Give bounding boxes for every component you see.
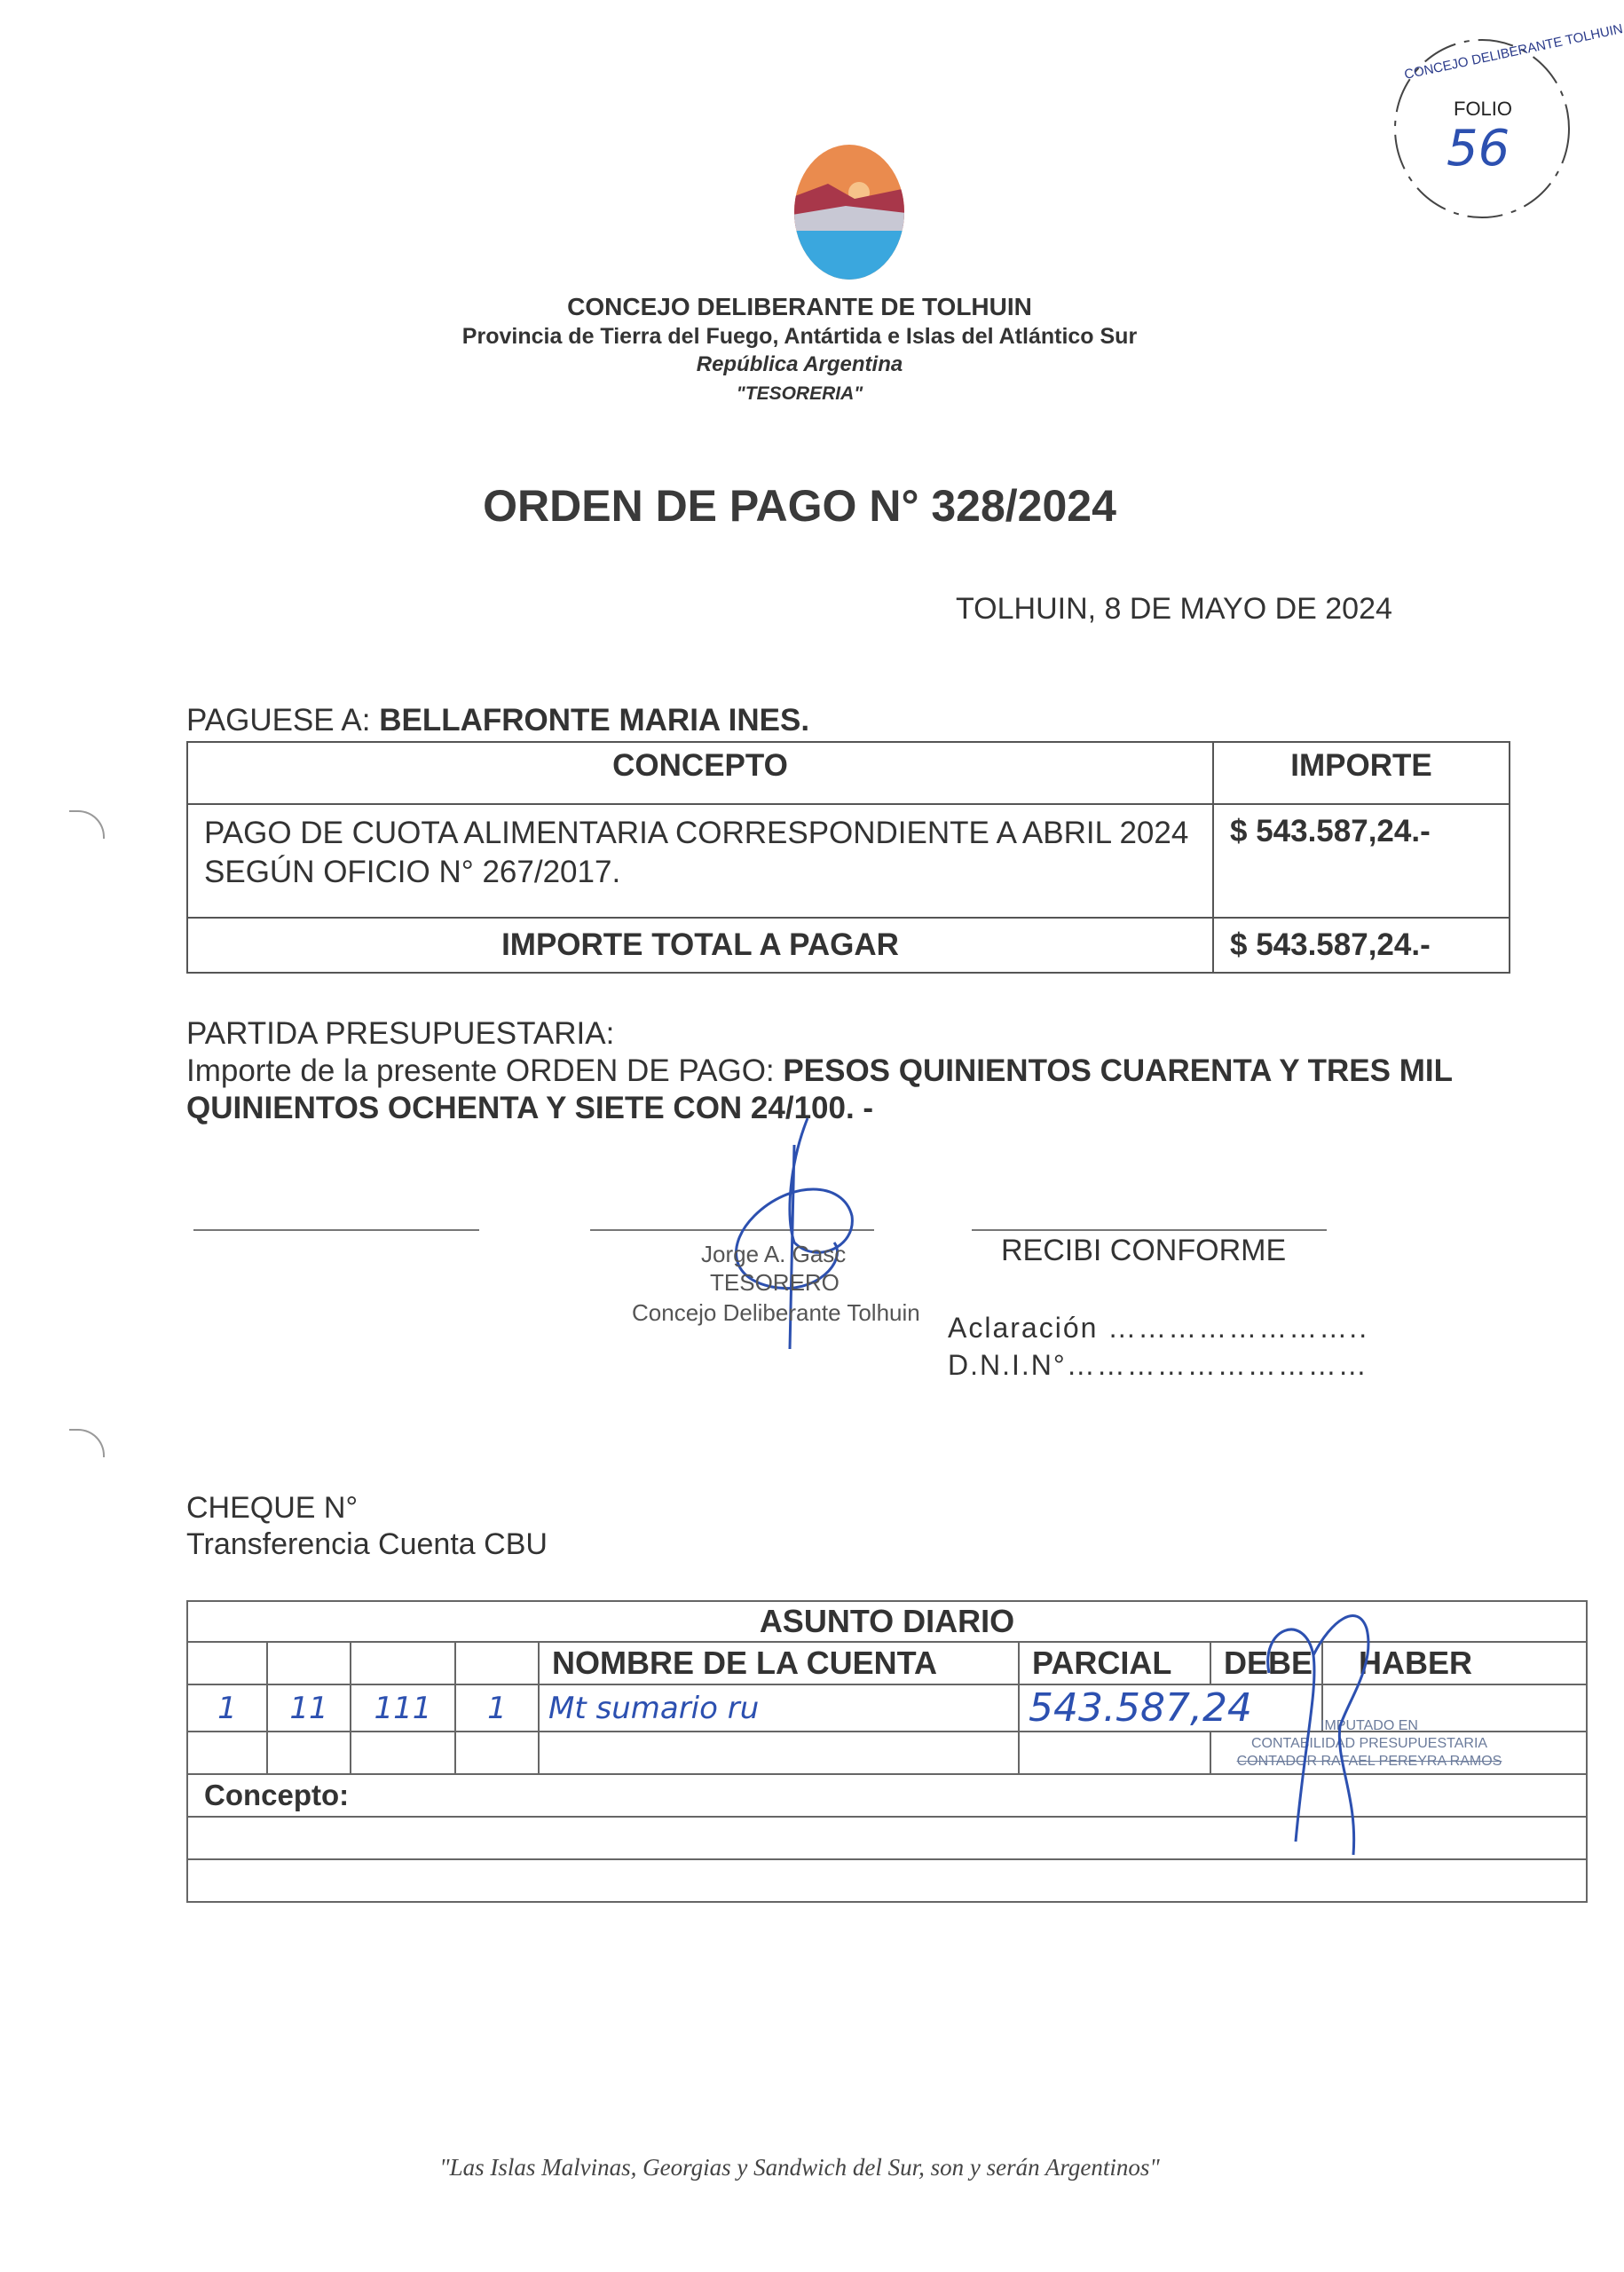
entry-col-4: 1 <box>455 1684 539 1732</box>
account-name-header: NOMBRE DE LA CUENTA <box>539 1642 1019 1684</box>
total-amount: $ 543.587,24.- <box>1213 918 1510 973</box>
institution-logo <box>792 144 906 281</box>
payee-line <box>186 703 809 738</box>
entry-col-3: 111 <box>351 1684 455 1732</box>
folio-label: FOLIO <box>1454 98 1513 120</box>
concepto-line <box>187 1859 1587 1902</box>
recibi-aclaracion: Aclaración …………………….. <box>948 1312 1369 1344</box>
treasurer-role: TESORERO <box>710 1269 840 1296</box>
document-date: TOLHUIN, 8 DE MAYO DE 2024 <box>956 592 1392 626</box>
empty-cell <box>539 1732 1019 1774</box>
empty-cell <box>187 1732 267 1774</box>
partida-importe-prefix: Importe de la presente ORDEN DE PAGO: <box>186 1053 775 1088</box>
entry-col-2: 11 <box>267 1684 351 1732</box>
partida-importe-words: PESOS QUINIENTOS CUARENTA Y TRES MIL QUINIENTOS OCHENTA Y SIETE CON 24/100. - <box>186 1053 1453 1125</box>
concepto-label: Concepto: <box>187 1774 1587 1817</box>
concept-header: CONCEPTO <box>187 742 1213 804</box>
accountant-signature-scribble <box>1251 1602 1384 1859</box>
payee-name: BELLAFRONTE MARIA INES. <box>379 703 810 738</box>
treasurer-org: Concejo Deliberante Tolhuin <box>632 1299 920 1326</box>
partida-label: PARTIDA PRESUPUESTARIA: <box>186 1016 615 1051</box>
punch-mark-1 <box>69 810 105 839</box>
total-label: IMPORTE TOTAL A PAGAR <box>187 918 1213 973</box>
asunto-title: ASUNTO DIARIO <box>187 1601 1587 1642</box>
entry-parcial: 543.587,24 <box>1019 1684 1322 1732</box>
amount-header: IMPORTE <box>1213 742 1510 804</box>
recibi-dni: D.N.I.N°………………………… <box>948 1349 1368 1381</box>
folio-stamp-org: CONCEJO DELIBERANTE TOLHUIN <box>1402 21 1624 83</box>
signature-line-1 <box>193 1229 479 1231</box>
empty-cell <box>351 1732 455 1774</box>
punch-mark-2 <box>69 1429 105 1457</box>
col-4-header <box>455 1642 539 1684</box>
footer-motto: "Las Islas Malvinas, Georgias y Sandwich del Sur, son y serán Argentinos" <box>439 2154 1160 2181</box>
col-1-header <box>187 1642 267 1684</box>
accounting-stamp-line-1: IMPUTADO EN <box>1320 1718 1418 1733</box>
header-province: Provincia de Tierra del Fuego, Antártida e Islas del Atlántico Sur <box>461 324 1138 349</box>
empty-cell <box>1019 1732 1210 1774</box>
header-country: República Argentina <box>696 352 903 376</box>
col-2-header <box>267 1642 351 1684</box>
entry-account-name: Mt sumario ru <box>539 1684 1019 1732</box>
signature-line-3 <box>972 1229 1327 1231</box>
accounting-stamp-line-2: CONTABILIDAD PRESUPUESTARIA <box>1250 1736 1488 1751</box>
entry-col-1: 1 <box>187 1684 267 1732</box>
cheque-label: CHEQUE N° <box>186 1491 359 1525</box>
concept-amount: $ 543.587,24.- <box>1213 804 1510 918</box>
page-title: ORDEN DE PAGO N° 328/2024 <box>483 481 1116 531</box>
cheque-method: Transferencia Cuenta CBU <box>186 1527 548 1561</box>
folio-stamp <box>1384 18 1624 222</box>
recibi-title: RECIBI CONFORME <box>1001 1234 1287 1267</box>
empty-cell <box>455 1732 539 1774</box>
col-3-header <box>351 1642 455 1684</box>
folio-number: 56 <box>1447 120 1510 178</box>
empty-cell <box>267 1732 351 1774</box>
parcial-header: PARCIAL <box>1019 1642 1210 1684</box>
concept-table <box>186 741 1510 974</box>
header-org: CONCEJO DELIBERANTE DE TOLHUIN <box>567 293 1032 320</box>
header-dept: "TESORERIA" <box>736 383 863 404</box>
payee-label: PAGUESE A: <box>186 703 371 738</box>
debe-header: DEBE <box>1210 1642 1322 1684</box>
haber-header: HABER <box>1322 1642 1587 1684</box>
treasurer-name: Jorge A. Gasc <box>701 1241 847 1267</box>
concept-text: PAGO DE CUOTA ALIMENTARIA CORRESPONDIENTE A ABRIL 2024 SEGÚN OFICIO N° 267/2017. <box>187 804 1213 918</box>
accounting-stamp-line-3: CONTADOR RAFAEL PEREYRA RAMOS <box>1236 1754 1502 1769</box>
